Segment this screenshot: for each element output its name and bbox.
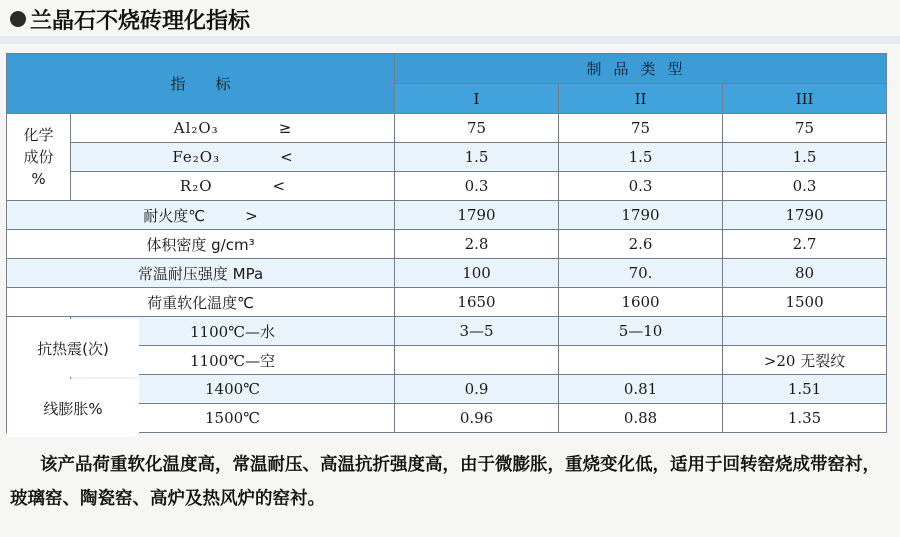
row-al2o3 <box>7 114 887 143</box>
exp-1400-ii: 0.81 <box>559 375 723 404</box>
refractoriness-iii: 1790 <box>723 201 887 230</box>
page-title <box>10 4 250 34</box>
density-label: 体积密度 g/cm³ <box>7 230 395 259</box>
bullet-icon <box>10 11 26 27</box>
fe2o3-label: Fe₂O₃ < <box>71 143 395 172</box>
r2o-label: R₂O < <box>71 172 395 201</box>
exp-1500-label: 1500℃ <box>71 404 395 433</box>
fe2o3-iii: 1.5 <box>723 143 887 172</box>
ccs-i: 100 <box>395 259 559 288</box>
rul-label: 荷重软化温度℃ <box>7 288 395 317</box>
exp-1400-iii: 1.51 <box>723 375 887 404</box>
thermal-water-i: 3—5 <box>395 317 559 346</box>
ccs-ii: 70. <box>559 259 723 288</box>
exp-1500-ii: 0.88 <box>559 404 723 433</box>
density-i: 2.8 <box>395 230 559 259</box>
al2o3-i: 75 <box>395 114 559 143</box>
row-refractoriness <box>7 201 887 230</box>
refractoriness-i: 1790 <box>395 201 559 230</box>
thermal-water-label: 1100℃—水 <box>71 317 395 346</box>
rul-iii: 1500 <box>723 288 887 317</box>
thermal-shock-label: 抗热震(次) <box>7 319 139 377</box>
type-iii: III <box>723 84 887 114</box>
density-iii: 2.7 <box>723 230 887 259</box>
description: 该产品荷重软化温度高，常温耐压、高温抗折强度高，由于微膨胀，重烧变化低，适用于回转窑烧成带窑衬，玻璃窑、陶瓷窑、高炉及热风炉的窑衬。 <box>10 455 880 509</box>
exp-1400-i: 0.9 <box>395 375 559 404</box>
fe2o3-ii: 1.5 <box>559 143 723 172</box>
header-indicator: 指 标 <box>7 54 395 114</box>
refractoriness-ii: 1790 <box>559 201 723 230</box>
thermal-air-label: 1100℃—空 <box>71 346 395 375</box>
row-density <box>7 230 887 259</box>
exp-1500-i: 0.96 <box>395 404 559 433</box>
rul-i: 1650 <box>395 288 559 317</box>
density-ii: 2.6 <box>559 230 723 259</box>
row-ccs <box>7 259 887 288</box>
refractoriness-label: 耐火度℃ > <box>7 201 395 230</box>
ccs-label: 常温耐压强度 MPa <box>7 259 395 288</box>
type-ii: II <box>559 84 723 114</box>
rul-ii: 1600 <box>559 288 723 317</box>
chem-label: 化学 成份 % <box>7 114 71 201</box>
fe2o3-i: 1.5 <box>395 143 559 172</box>
row-fe2o3 <box>7 143 887 172</box>
thermal-water-iii <box>723 317 887 346</box>
ccs-iii: 80 <box>723 259 887 288</box>
r2o-iii: 0.3 <box>723 172 887 201</box>
thermal-water-ii: 5—10 <box>559 317 723 346</box>
r2o-i: 0.3 <box>395 172 559 201</box>
thermal-air-iii: >20 无裂纹 <box>723 346 887 375</box>
row-r2o <box>7 172 887 201</box>
thermal-air-i <box>395 346 559 375</box>
title-text: 兰晶石不烧砖理化指标 <box>30 8 251 34</box>
thermal-air-ii <box>559 346 723 375</box>
header-product-type: 制品类型 <box>395 54 887 84</box>
type-i: I <box>395 84 559 114</box>
al2o3-label: Al₂O₃ ≥ <box>71 114 395 143</box>
header-band <box>0 36 900 44</box>
al2o3-ii: 75 <box>559 114 723 143</box>
r2o-ii: 0.3 <box>559 172 723 201</box>
al2o3-iii: 75 <box>723 114 887 143</box>
exp-1500-iii: 1.35 <box>723 404 887 433</box>
exp-1400-label: 1400℃ <box>71 375 395 404</box>
expansion-label: 线膨胀% <box>7 379 139 437</box>
row-rul <box>7 288 887 317</box>
header-row <box>7 54 887 84</box>
